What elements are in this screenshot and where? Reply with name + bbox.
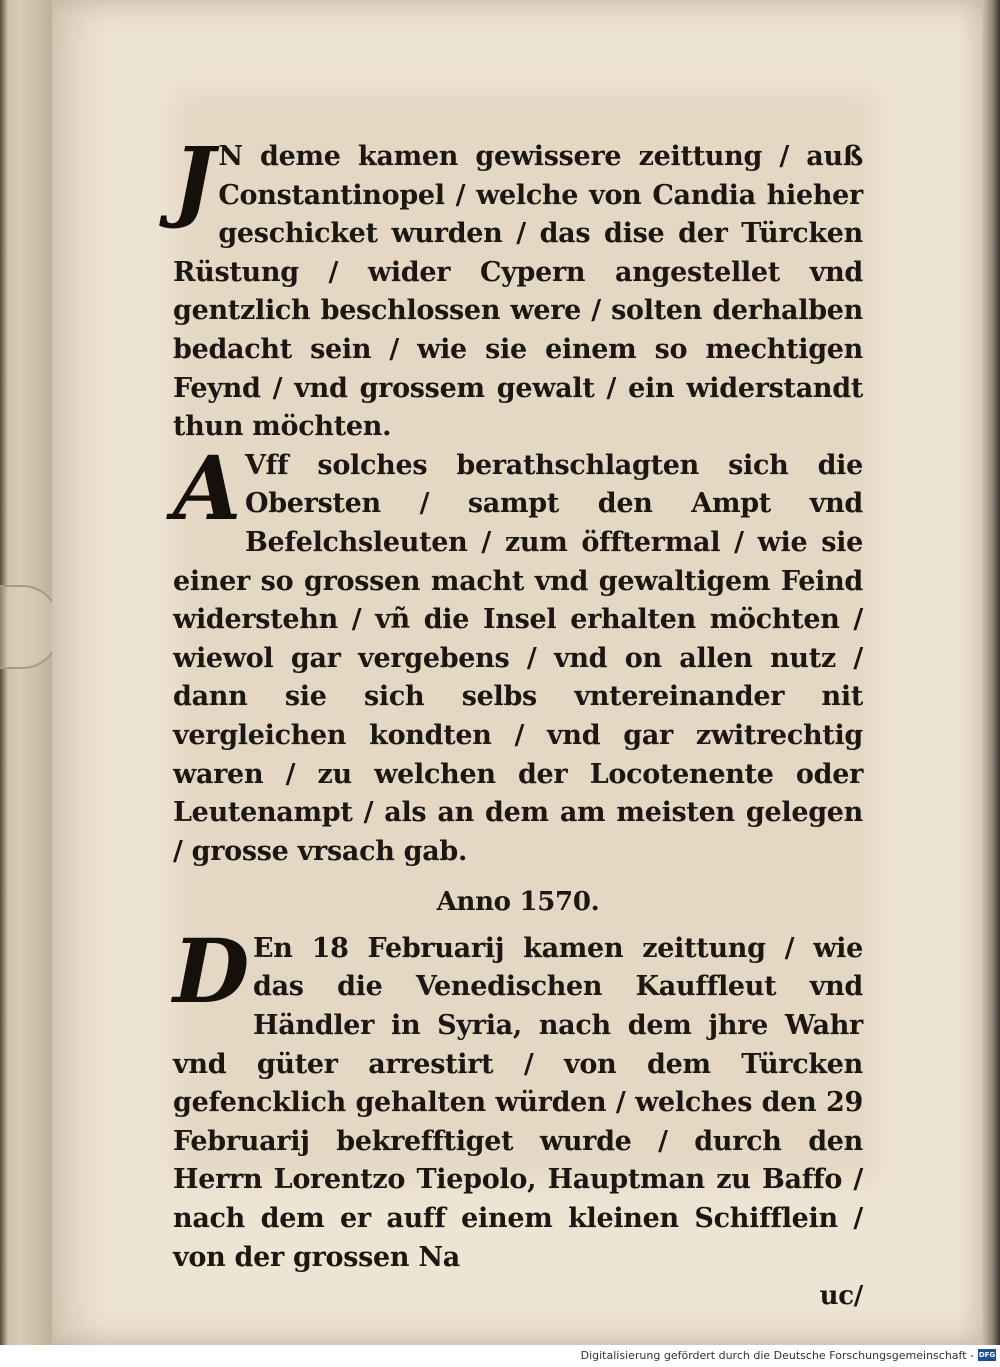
- drop-cap-initial: D: [173, 918, 250, 1023]
- dfg-logo-icon: DFG: [978, 1351, 996, 1359]
- footer-bar: [0, 1345, 1000, 1367]
- paragraph-1: [173, 127, 863, 447]
- catchword: uc/: [819, 1281, 863, 1312]
- paragraph-text: En 18 Februarij kamen zeittung / wie das die Venedischen Kauffleut vnd Händler in Syria, nach dem jhre Wahr vnd güter arrestirt / von dem Türcken gefencklich gehalten würden / welches den 29 Februarij bekrefftiget wurde / durch den Herrn Lorentzo Tiepolo, Hauptman zu Baffo / nach dem er auff einem kleinen Schifflein / von der grossen Na: [173, 932, 863, 1273]
- drop-cap-initial: J: [173, 127, 215, 231]
- funding-credit: Digitalisierung gefördert durch die Deutsche Forschungsgemeinschaft -: [580, 1349, 974, 1362]
- paragraph-3: [173, 918, 863, 1277]
- paragraph-text: N deme kamen gewissere zeittung / auß Constantinopel / welche von Candia hieher geschicket wurden / das dise der Türcken Rüstung / wider Cypern angestellet vnd gentzlich beschlossen were / solten derhalben bedacht sein / wie sie einem so mechtigen Feynd / vnd grossem gewalt / ein widerstandt thun möchten.: [173, 141, 863, 443]
- paragraph-text: Vff solches berathschlagten sich die Obersten / sampt den Ampt vnd Befelchsleuten / zum öfftermal / wie sie einer so grossen macht vnd gewaltigem Feind widerstehn / vñ die Insel erhalten möchten / wiewol gar vergebens / vnd on allen nutz / dann sie sich selbs vntereinander nit vergleichen kondten / vnd gar zwitrechtig waren / zu welchen der Locotenente oder Leutenampt / als an dem am meisten gelegen / grosse vrsach gab.: [173, 449, 863, 867]
- drop-cap-initial: A: [173, 435, 241, 540]
- page-text-block: [173, 127, 863, 1316]
- paragraph-2: [173, 435, 863, 872]
- book-gutter-shadow: [982, 0, 1000, 1345]
- year-heading: Anno 1570.: [436, 887, 600, 918]
- book-page-edges: [0, 0, 60, 1345]
